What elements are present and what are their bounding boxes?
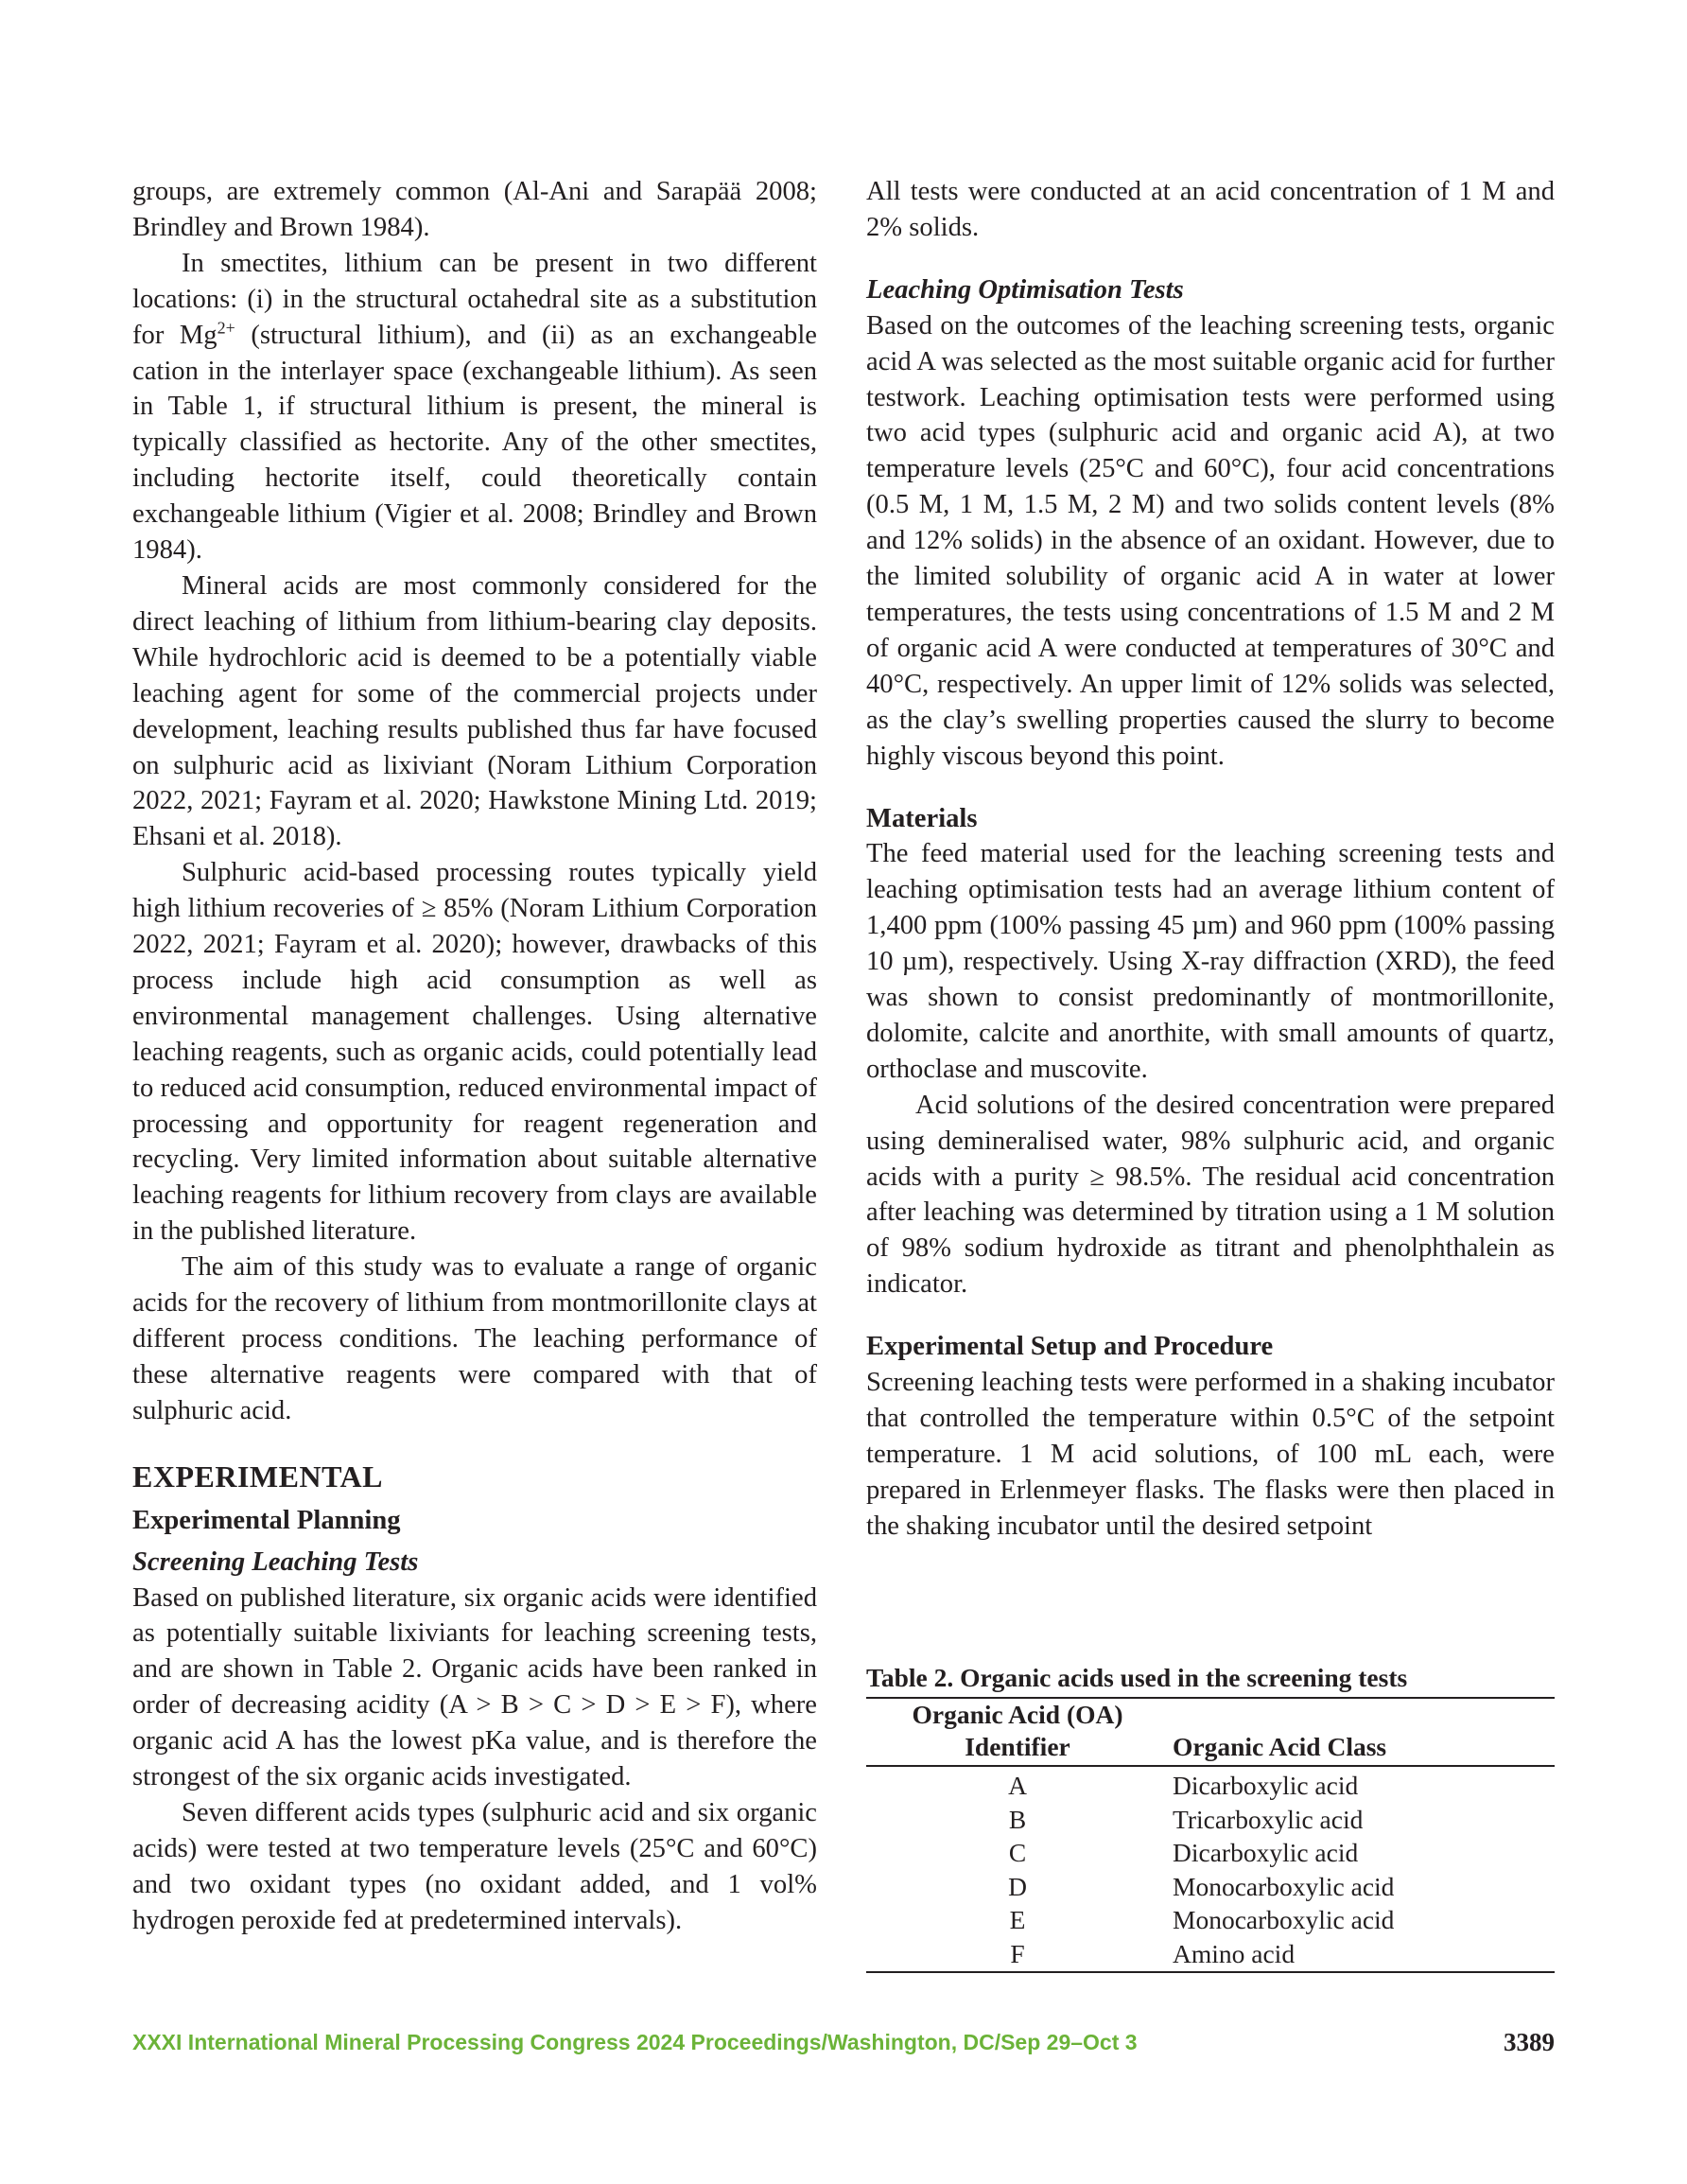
- paragraph: [132, 246, 817, 568]
- subsection-heading-setup: Experimental Setup and Procedure: [866, 1332, 1274, 1362]
- paragraph: Screening leaching tests were performed in a shaking incubator that controlled the temperature within 0.5°C of the setpoint temperature. 1 M acid solutions, of 100 mL each, were prepared in Erlenmeyer flasks. The flasks were then placed in the shaking incubator until the desired setpoint: [866, 1368, 1555, 1541]
- cell-class: Monocarboxylic acid: [1173, 1871, 1395, 1901]
- text-run: (structural lithium), and (ii) as an exchangeable cation in the interlayer space (exchangeable lithium). As seen in Table 1, if structural lithium is present, the mineral is typically classified as hectorite. Any of the other smectites, including hectorite itself, could theoretically contain exchangeable lithium (Vigier et al. 2008; Brindley and Brown 1984).: [132, 320, 817, 566]
- cell-identifier: C: [1008, 1838, 1027, 1868]
- cell-class: Dicarboxylic acid: [1173, 1838, 1359, 1868]
- paragraph: Based on the outcomes of the leaching screening tests, organic acid A was selected as the most suitable organic acid for further testwork. Leaching optimisation tests were performed using two acid types (sulphuric acid and organic acid A), at two temperature levels (25°C and 60°C), four acid concentrations (0.5 M, 1 M, 1.5 M, 2 M) and two solids content levels (8% and 12% solids) in the absence of an oxidant. However, due to the limited solubility of organic acid A in water at lower temperatures, the tests using concentrations of 1.5 M and 2 M of organic acid A were conducted at temperatures of 30°C and 40°C, respectively. An upper limit of 12% solids was selected, as the clay’s swelling properties caused the slurry to become highly viscous beyond this point.: [866, 310, 1555, 771]
- paragraph: The feed material used for the leaching screening tests and leaching optimisation tests had an average lithium content of 1,400 ppm (100% passing 45 µm) and 960 ppm (100% passing 10 µm), respectively. Using X-ray diffraction (XRD), the feed was shown to consist predominantly of montmorillonite, dolomite, calcite and anorthite, with small amounts of quartz, orthoclase and muscovite.: [866, 839, 1555, 1084]
- cell-identifier: B: [1008, 1804, 1027, 1834]
- table-caption: Table 2. Organic acids used in the screening tests: [866, 1663, 1408, 1692]
- page-footer: [132, 2030, 1555, 2068]
- conference-footer: XXXI International Mineral Processing Congress 2024 Proceedings/Washington, DC/Sep 29–Oct 3: [132, 2030, 1138, 2054]
- cell-identifier: E: [1009, 1905, 1026, 1935]
- paragraph: Mineral acids are most commonly considered for the direct leaching of lithium from lithium-bearing clay deposits. While hydrochloric acid is deemed to be a potentially viable leaching agent for some of the commercial projects under development, leaching results published thus far have focused on sulphuric acid as lixiviant (Noram Lithium Corporation 2022, 2021; Fayram et al. 2020; Hawkstone Mining Ltd. 2019; Ehsani et al. 2018).: [132, 570, 817, 852]
- paragraph: All tests were conducted at an acid concentration of 1 M and 2% solids.: [866, 177, 1555, 242]
- table-2: [866, 1661, 1555, 1973]
- paragraph: Based on published literature, six organic acids were identified as potentially suitable lixiviants for leaching screening tests, and are shown in Table 2. Organic acids have been ranked in order of decreasing acidity (A > B > C > D > E > F), where organic acid A has the lowest pKa value, and is therefore the strongest of the six organic acids investigated.: [132, 1582, 817, 1792]
- cell-class: Tricarboxylic acid: [1173, 1804, 1364, 1834]
- cell-identifier: A: [1008, 1771, 1027, 1800]
- table-row: [866, 1766, 1555, 1803]
- cell-identifier: D: [1008, 1871, 1027, 1901]
- subsection-heading-materials: Materials: [866, 803, 978, 833]
- organic-acids-table: [866, 1697, 1555, 1973]
- column-header-identifier-line2: Identifier: [866, 1731, 1169, 1766]
- cell-class: Dicarboxylic acid: [1173, 1771, 1359, 1800]
- subsubsection-heading-optimisation: Leaching Optimisation Tests: [866, 274, 1184, 305]
- column-header-identifier-line1: Organic Acid (OA): [912, 1700, 1123, 1729]
- page-number: 3389: [1504, 2028, 1555, 2056]
- cell-class: Monocarboxylic acid: [1173, 1905, 1395, 1935]
- table-body: [866, 1766, 1555, 1972]
- subsubsection-heading-screening: Screening Leaching Tests: [132, 1546, 419, 1577]
- right-column: [866, 174, 1555, 1545]
- table-row: [866, 1803, 1555, 1837]
- paragraph: Sulphuric acid-based processing routes typically yield high lithium recoveries of ≥ 85% (Noram Lithium Corporation 2022, 2021; Fayram et al. 2020); however, drawbacks of this process include high acid consumption as well as environmental management challenges. Using alternative leaching reagents, such as organic acids, could potentially lead to reduced acid consumption, reduced environmental impact of processing and opportunity for reagent regeneration and recycling. Very limited information about suitable alternative leaching reagents for lithium recovery from clays are available in the published literature.: [132, 858, 817, 1247]
- left-column: [132, 174, 817, 1939]
- text-run: In smectites, lithium can be present in two different locations: (i) in the structural octahedral site as a substitution for Mg: [132, 248, 817, 350]
- paragraph: Seven different acids types (sulphuric acid and six organic acids) were tested at two temperature levels (25°C and 60°C) and two oxidant types (no oxidant added, and 1 vol% hydrogen peroxide fed at predetermined intervals).: [132, 1797, 817, 1935]
- cell-class: Amino acid: [1173, 1938, 1296, 1968]
- table-row: [866, 1836, 1555, 1870]
- table-row: [866, 1870, 1555, 1904]
- column-header-class: Organic Acid Class: [1169, 1731, 1555, 1766]
- section-heading-experimental: EXPERIMENTAL: [132, 1459, 383, 1494]
- paragraph: Acid solutions of the desired concentration were prepared using demineralised water, 98% sulphuric acid, and organic acids with a purity ≥ 98.5%. The residual acid concentration after leaching was determined by titration using a 1 M solution of 98% sodium hydroxide as titrant and phenolphthalein as indicator.: [866, 1090, 1555, 1300]
- table-row: [866, 1903, 1555, 1937]
- paragraph: The aim of this study was to evaluate a range of organic acids for the recovery of lithium from montmorillonite clays at different process conditions. The leaching performance of these alternative reagents were compared with that of sulphuric acid.: [132, 1252, 817, 1425]
- superscript: 2+: [217, 318, 235, 338]
- header-spacer: [1169, 1698, 1555, 1731]
- paragraph: groups, are extremely common (Al-Ani and Sarapää 2008; Brindley and Brown 1984).: [132, 177, 817, 242]
- subsection-heading-planning: Experimental Planning: [132, 1505, 401, 1535]
- table-row: [866, 1937, 1555, 1972]
- cell-identifier: F: [1010, 1938, 1025, 1968]
